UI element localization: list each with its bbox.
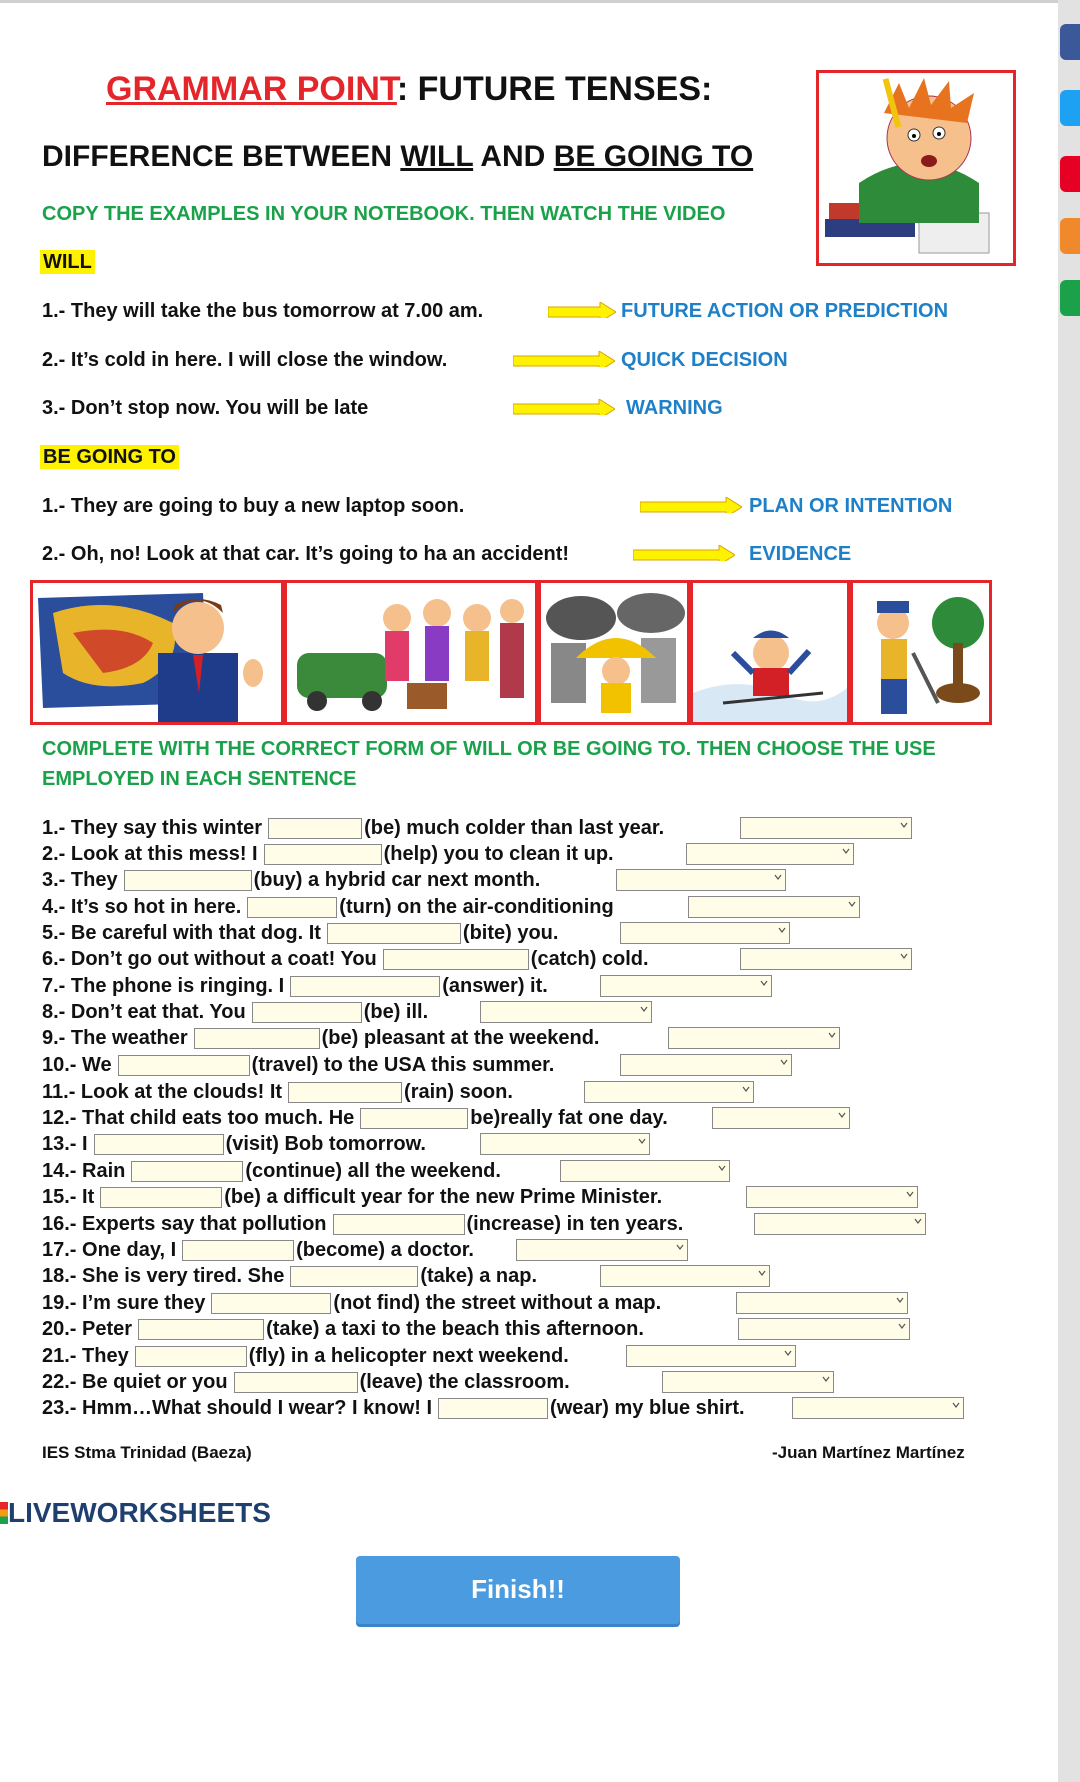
chevron-down-icon: [774, 873, 782, 881]
sentence-10-start: 10.- We: [42, 1054, 112, 1076]
chevron-down-icon: [742, 1085, 750, 1093]
chevron-down-icon: [842, 847, 850, 855]
chevron-down-icon: [952, 1401, 960, 1409]
will-use-1: FUTURE ACTION OR PREDICTION: [621, 300, 949, 322]
sentence-15-end: (be) a difficult year for the new Prime Minister.: [224, 1186, 663, 1208]
chevron-down-icon: [640, 1005, 648, 1013]
sentence-18-start: 18.- She is very tired. She: [42, 1265, 285, 1287]
use-dropdown-15[interactable]: [746, 1186, 918, 1208]
answer-input-14[interactable]: [131, 1161, 243, 1182]
use-dropdown-9[interactable]: [668, 1027, 840, 1049]
chevron-down-icon: [780, 1058, 788, 1066]
chevron-down-icon: [896, 1296, 904, 1304]
subtitle-text: DIFFERENCE BETWEEN: [42, 140, 401, 173]
subtitle-going: BE GOING TO: [553, 140, 754, 173]
chevron-down-icon: [758, 1269, 766, 1277]
sentence-13-start: 13.- I: [42, 1133, 88, 1155]
facebook-share-icon[interactable]: [1060, 24, 1080, 60]
answer-input-9[interactable]: [194, 1028, 320, 1049]
sentence-16-start: 16.- Experts say that pollution: [42, 1213, 327, 1235]
chevron-down-icon: [822, 1375, 830, 1383]
chevron-down-icon: [900, 821, 908, 829]
sentence-8-end: (be) ill.: [363, 1001, 429, 1023]
sentence-9-start: 9.- The weather: [42, 1027, 188, 1049]
answer-input-18[interactable]: [290, 1266, 418, 1287]
sentence-21-end: (fly) in a helicopter next weekend.: [248, 1345, 569, 1367]
chevron-down-icon: [848, 900, 856, 908]
answer-input-17[interactable]: [182, 1240, 294, 1261]
sentence-12-end: be)really fat one day.: [470, 1107, 668, 1129]
answer-input-8[interactable]: [252, 1002, 362, 1023]
answer-input-19[interactable]: [211, 1293, 331, 1314]
sentence-3-start: 3.- They: [42, 869, 118, 891]
sentence-19-end: (not find) the street without a map.: [333, 1292, 662, 1314]
page-title: [106, 70, 712, 109]
use-dropdown-19[interactable]: [736, 1292, 908, 1314]
use-dropdown-18[interactable]: [600, 1265, 770, 1287]
sentence-20-start: 20.- Peter: [42, 1318, 133, 1340]
use-dropdown-7[interactable]: [600, 975, 772, 997]
sentence-2-start: 2.- Look at this mess! I: [42, 843, 258, 865]
sentence-21-start: 21.- They: [42, 1345, 129, 1367]
sentence-15-start: 15.- It: [42, 1186, 95, 1208]
use-dropdown-4[interactable]: [688, 896, 860, 918]
will-example-2: 2.- It’s cold in here. I will close the window.: [42, 349, 448, 371]
answer-input-16[interactable]: [333, 1214, 465, 1235]
subtitle-and: AND: [473, 140, 554, 173]
going-use-1: PLAN OR INTENTION: [749, 495, 953, 517]
going-example-1: 1.- They are going to buy a new laptop soon.: [42, 495, 465, 517]
answer-input-4[interactable]: [247, 897, 337, 918]
arrow-icon: [513, 399, 615, 415]
use-dropdown-6[interactable]: [740, 948, 912, 970]
answer-input-13[interactable]: [94, 1134, 224, 1155]
sentence-2-end: (help) you to clean it up.: [383, 843, 614, 865]
will-label-text: WILL: [40, 250, 95, 274]
use-dropdown-16[interactable]: [754, 1213, 926, 1235]
chevron-down-icon: [778, 926, 786, 934]
will-label: [40, 251, 95, 274]
use-dropdown-21[interactable]: [626, 1345, 796, 1367]
answer-input-11[interactable]: [288, 1082, 402, 1103]
finish-button[interactable]: Finish!!: [356, 1556, 680, 1624]
classroom-share-icon[interactable]: [1060, 280, 1080, 316]
answer-input-22[interactable]: [234, 1372, 358, 1393]
sentence-1-start: 1.- They say this winter: [42, 817, 263, 839]
use-dropdown-23[interactable]: [792, 1397, 964, 1419]
sentence-6-start: 6.- Don’t go out without a coat! You: [42, 948, 377, 970]
sentence-17-end: (become) a doctor.: [296, 1239, 474, 1261]
sentence-14-end: (continue) all the weekend.: [245, 1160, 501, 1182]
answer-input-1[interactable]: [268, 818, 362, 839]
sentence-20-end: (take) a taxi to the beach this afternoon.: [266, 1318, 644, 1340]
school-name: IES Stma Trinidad (Baeza): [42, 1443, 252, 1462]
chevron-down-icon: [638, 1137, 646, 1145]
answer-input-7[interactable]: [290, 976, 440, 997]
share-sidebar: [1058, 0, 1080, 1782]
sentence-16-end: (increase) in ten years.: [466, 1213, 684, 1235]
liveworksheets-logo[interactable]: [0, 1497, 271, 1529]
answer-input-21[interactable]: [135, 1346, 247, 1367]
use-dropdown-13[interactable]: [480, 1133, 650, 1155]
thinking-boy-image: [816, 70, 1016, 266]
answer-input-12[interactable]: [360, 1108, 468, 1129]
chevron-down-icon: [676, 1243, 684, 1251]
arrow-icon: [548, 302, 616, 318]
author-name: -Juan Martínez Martínez: [772, 1443, 965, 1462]
going-label: [40, 446, 179, 469]
going-example-2: 2.- Oh, no! Look at that car. It’s going to ha an accident!: [42, 543, 570, 565]
use-dropdown-20[interactable]: [738, 1318, 910, 1340]
arrow-icon: [640, 497, 742, 513]
logo-mark-icon: [0, 1502, 8, 1524]
answer-input-2[interactable]: [264, 844, 382, 865]
chevron-down-icon: [760, 979, 768, 987]
answer-input-5[interactable]: [327, 923, 461, 944]
will-example-1: 1.- They will take the bus tomorrow at 7.00 am.: [42, 300, 484, 322]
twitter-share-icon[interactable]: [1060, 90, 1080, 126]
use-dropdown-3[interactable]: [616, 869, 786, 891]
skier-image: [690, 580, 850, 725]
sentence-13-end: (visit) Bob tomorrow.: [225, 1133, 426, 1155]
sentence-22-end: (leave) the classroom.: [359, 1371, 570, 1393]
chevron-down-icon: [784, 1349, 792, 1357]
sentence-17-start: 17.- One day, I: [42, 1239, 177, 1261]
sentence-7-end: (answer) it.: [442, 975, 548, 997]
subtitle-will: WILL: [400, 140, 474, 173]
sentence-23-end: (wear) my blue shirt.: [550, 1397, 745, 1419]
answer-input-20[interactable]: [138, 1319, 264, 1340]
exercise-instruction-line-1: COMPLETE WITH THE CORRECT FORM OF WILL OR BE GOING TO. THEN CHOOSE THE USE: [42, 738, 936, 760]
subtitle: [42, 140, 753, 174]
sentence-1-end: (be) much colder than last year.: [364, 817, 665, 839]
sentence-11-start: 11.- Look at the clouds! It: [42, 1081, 283, 1103]
will-example-3: 3.- Don’t stop now. You will be late: [42, 397, 369, 419]
sentence-10-end: (travel) to the USA this summer.: [251, 1054, 555, 1076]
sentence-11-end: (rain) soon.: [404, 1081, 513, 1103]
sentence-8-start: 8.- Don’t eat that. You: [42, 1001, 246, 1023]
going-label-text: BE GOING TO: [40, 445, 179, 469]
sentence-19-start: 19.- I’m sure they: [42, 1292, 206, 1314]
use-dropdown-8[interactable]: [480, 1001, 652, 1023]
pinterest-share-icon[interactable]: [1060, 156, 1080, 192]
sentence-7-start: 7.- The phone is ringing. I: [42, 975, 285, 997]
logo-text: LIVEWORKSHEETS: [8, 1497, 271, 1528]
weatherman-image: [30, 580, 284, 725]
arrow-icon: [633, 545, 735, 561]
use-dropdown-2[interactable]: [686, 843, 854, 865]
title-grammar-point: GRAMMAR POINT: [106, 70, 397, 108]
umbrella-girl-image: [538, 580, 690, 725]
will-use-3: WARNING: [626, 397, 723, 419]
chevron-down-icon: [718, 1164, 726, 1172]
answer-input-6[interactable]: [383, 949, 529, 970]
use-dropdown-14[interactable]: [560, 1160, 730, 1182]
chevron-down-icon: [838, 1111, 846, 1119]
copy-instruction: COPY THE EXAMPLES IN YOUR NOTEBOOK. THEN WATCH THE VIDEO: [42, 203, 726, 225]
top-border: [0, 0, 1058, 3]
blogger-share-icon[interactable]: [1060, 218, 1080, 254]
sentence-23-start: 23.- Hmm…What should I wear? I know! I: [42, 1397, 433, 1419]
answer-input-3[interactable]: [124, 870, 252, 891]
use-dropdown-22[interactable]: [662, 1371, 834, 1393]
chevron-down-icon: [898, 1322, 906, 1330]
use-dropdown-5[interactable]: [620, 922, 790, 944]
sentence-3-end: (buy) a hybrid car next month.: [253, 869, 541, 891]
planting-tree-image: [850, 580, 992, 725]
sentence-5-start: 5.- Be careful with that dog. It: [42, 922, 321, 944]
use-dropdown-12[interactable]: [712, 1107, 850, 1129]
chevron-down-icon: [906, 1190, 914, 1198]
sentence-12-start: 12.- That child eats too much. He: [42, 1107, 355, 1129]
chevron-down-icon: [914, 1217, 922, 1225]
arrow-icon: [513, 351, 615, 367]
chevron-down-icon: [900, 952, 908, 960]
sentence-9-end: (be) pleasant at the weekend.: [321, 1027, 600, 1049]
exercise-instruction-line-2: EMPLOYED IN EACH SENTENCE: [42, 768, 357, 790]
sentence-22-start: 22.- Be quiet or you: [42, 1371, 228, 1393]
sentence-5-end: (bite) you.: [462, 922, 559, 944]
answer-input-15[interactable]: [100, 1187, 222, 1208]
people-car-image: [284, 580, 538, 725]
use-dropdown-10[interactable]: [620, 1054, 792, 1076]
will-use-2: QUICK DECISION: [621, 349, 788, 371]
sentence-4-end: (turn) on the air-conditioning: [339, 896, 614, 918]
title-future-tenses: : FUTURE TENSES:: [396, 70, 713, 108]
use-dropdown-1[interactable]: [740, 817, 912, 839]
sentence-6-end: (catch) cold.: [530, 948, 649, 970]
sentence-14-start: 14.- Rain: [42, 1160, 126, 1182]
sentence-4-start: 4.- It’s so hot in here.: [42, 896, 242, 918]
chevron-down-icon: [828, 1031, 836, 1039]
going-use-2: EVIDENCE: [749, 543, 852, 565]
answer-input-10[interactable]: [118, 1055, 250, 1076]
sentence-18-end: (take) a nap.: [420, 1265, 538, 1287]
use-dropdown-11[interactable]: [584, 1081, 754, 1103]
use-dropdown-17[interactable]: [516, 1239, 688, 1261]
answer-input-23[interactable]: [438, 1398, 548, 1419]
